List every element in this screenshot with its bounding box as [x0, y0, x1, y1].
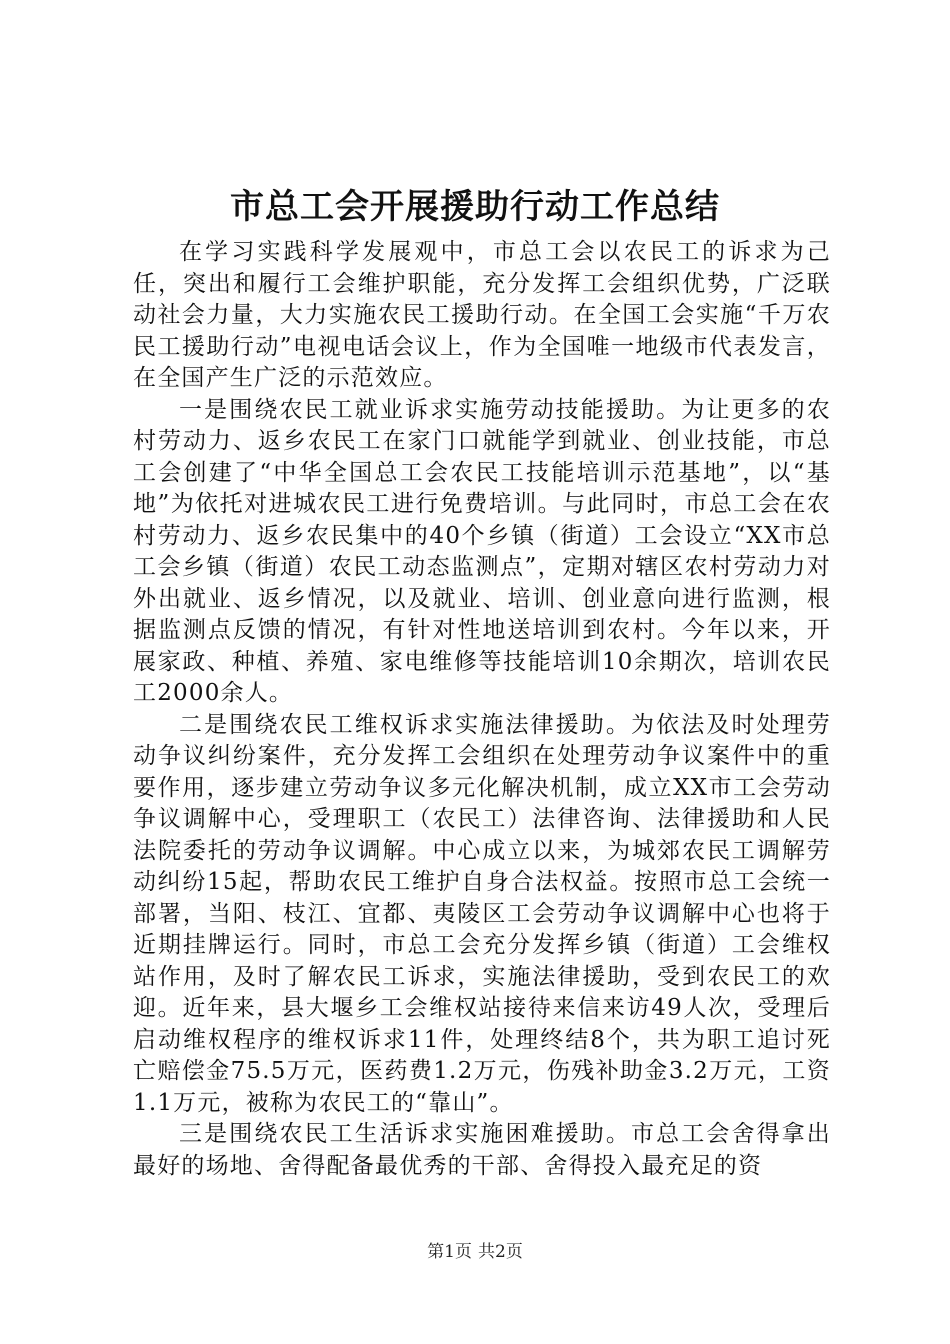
- page-total: 共2页: [478, 1242, 523, 1262]
- paragraph-hardship-aid: 三是围绕农民工生活诉求实施困难援助。市总工会舍得拿出最好的场地、舍得配备最优秀的干部、舍得投入最充足的资: [133, 1121, 831, 1179]
- page-number: 第1页: [427, 1242, 472, 1262]
- document-title: 市总工会开展援助行动工作总结: [230, 187, 720, 227]
- paragraph-intro: 在学习实践科学发展观中，市总工会以农民工的诉求为己任，突出和履行工会维护职能，充分发挥工会组织优势，广泛联动社会力量，大力实施农民工援助行动。在全国工会实施“千万农民工援助行动”电视电话会议上，作为全国唯一地级市代表发言，在全国产生广泛的示范效应。: [133, 239, 831, 391]
- paragraph-skills-aid: 一是围绕农民工就业诉求实施劳动技能援助。为让更多的农村劳动力、返乡农民工在家门口就能学到就业、创业技能，市总工会创建了“中华全国总工会农民工技能培训示范基地”，以“基地”为依托对进城农民工进行免费培训。与此同时，市总工会在农村劳动力、返乡农民集中的40个乡镇（街道）工会设立“XX市总工会乡镇（街道）农民工动态监测点”，定期对辖区农村劳动力对外出就业、返乡情况，以及就业、培训、创业意向进行监测，根据监测点反馈的情况，有针对性地送培训到农村。今年以来，开展家政、种植、养殖、家电维修等技能培训10余期次，培训农民工2000余人。: [133, 396, 831, 706]
- page-footer: [0, 1240, 950, 1264]
- paragraph-legal-aid: 二是围绕农民工维权诉求实施法律援助。为依法及时处理劳动争议纠纷案件，充分发挥工会组织在处理劳动争议案件中的重要作用，逐步建立劳动争议多元化解决机制，成立XX市工会劳动争议调解中心，受理职工（农民工）法律咨询、法律援助和人民法院委托的劳动争议调解。中心成立以来，为城郊农民工调解劳动纠纷15起，帮助农民工维护自身合法权益。按照市总工会统一部署，当阳、枝江、宜都、夷陵区工会劳动争议调解中心也将于近期挂牌运行。同时，市总工会充分发挥乡镇（街道）工会维权站作用，及时了解农民工诉求，实施法律援助，受到农民工的欢迎。近年来，县大堰乡工会维权站接待来信来访49人次，受理后启动维权程序的维权诉求11件，处理终结8个，共为职工追讨死亡赔偿金75.5万元，医药费1.2万元，伤残补助金3.2万元，工资1.1万元，被称为农民工的“靠山”。: [133, 711, 831, 1116]
- document-body: [133, 237, 831, 1182]
